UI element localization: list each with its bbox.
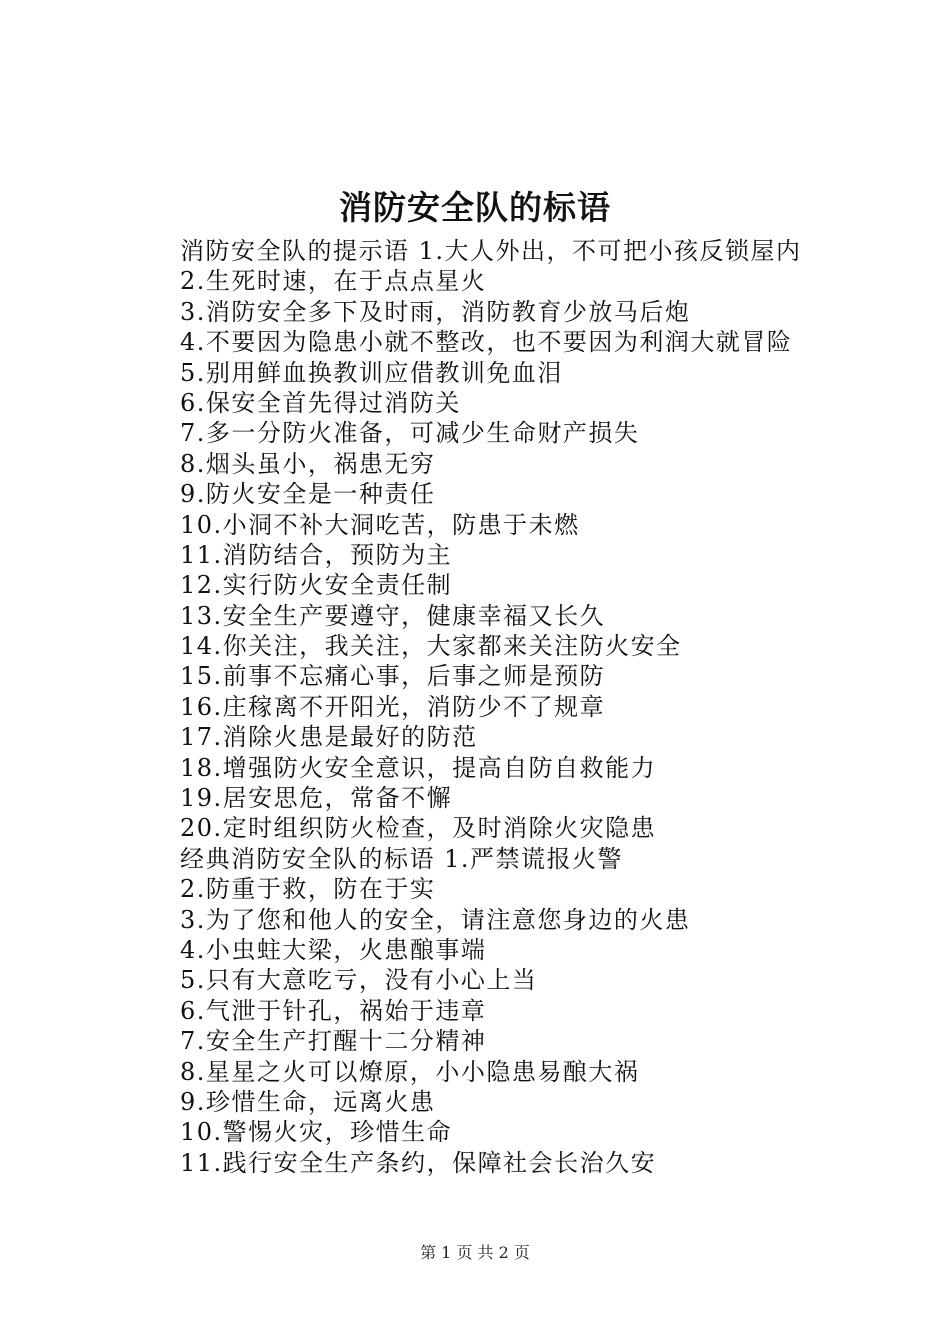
document-line: 8.烟头虽小，祸患无穷: [180, 449, 436, 478]
document-line: 9.珍惜生命，远离火患: [180, 1087, 436, 1116]
document-title: 消防安全队的标语: [339, 188, 611, 227]
document-line: 12.实行防火安全责任制: [180, 571, 453, 600]
document-line: 3.消防安全多下及时雨，消防教育少放马后炮: [180, 297, 691, 326]
document-line: 3.为了您和他人的安全，请注意您身边的火患: [180, 905, 691, 934]
page-footer: 第 1 页 共 2 页: [420, 1243, 530, 1262]
document-line: 10.警惕火灾，珍惜生命: [180, 1118, 453, 1147]
document-line: 11.消防结合，预防为主: [180, 540, 453, 569]
document-line: 经典消防安全队的标语 1.严禁谎报火警: [180, 844, 624, 873]
document-line: 5.只有大意吃亏，没有小心上当: [180, 966, 538, 995]
document-line: 2.防重于救，防在于实: [180, 875, 436, 904]
document-line: 18.增强防火安全意识，提高自防自救能力: [180, 753, 657, 782]
document-line: 2.生死时速，在于点点星火: [180, 267, 487, 296]
document-line: 8.星星之火可以燎原，小小隐患易酿大祸: [180, 1057, 640, 1086]
document-line: 9.防火安全是一种责任: [180, 480, 436, 509]
document-line: 14.你关注，我关注，大家都来关注防火安全: [180, 632, 682, 661]
document-body: [180, 236, 820, 1178]
document-line: 4.小虫蛀大梁，火患酿事端: [180, 935, 487, 964]
document-line: 6.气泄于针孔，祸始于违章: [180, 996, 487, 1025]
document-line: 10.小洞不补大洞吃苦，防患于未燃: [180, 510, 580, 539]
document-line: 13.安全生产要遵守，健康幸福又长久: [180, 601, 606, 630]
document-line: 15.前事不忘痛心事，后事之师是预防: [180, 662, 606, 691]
document-line: 6.保安全首先得过消防关: [180, 388, 461, 417]
document-line: 7.安全生产打醒十二分精神: [180, 1027, 487, 1056]
document-line: 消防安全队的提示语 1.大人外出，不可把小孩反锁屋内: [180, 237, 802, 265]
document-line: 11.践行安全生产条约，保障社会长治久安: [180, 1148, 657, 1177]
document-line: 19.居安思危，常备不懈: [180, 784, 453, 813]
document-line: 17.消除火患是最好的防范: [180, 723, 478, 752]
document-line: 4.不要因为隐患小就不整改，也不要因为利润大就冒险: [180, 328, 793, 357]
document-line: 5.别用鲜血换教训应借教训免血泪: [180, 358, 563, 387]
document-line: 16.庄稼离不开阳光，消防少不了规章: [180, 692, 606, 721]
document-line: 7.多一分防火准备，可减少生命财产损失: [180, 419, 640, 448]
document-line: 20.定时组织防火检查，及时消除火灾隐患: [180, 814, 657, 843]
